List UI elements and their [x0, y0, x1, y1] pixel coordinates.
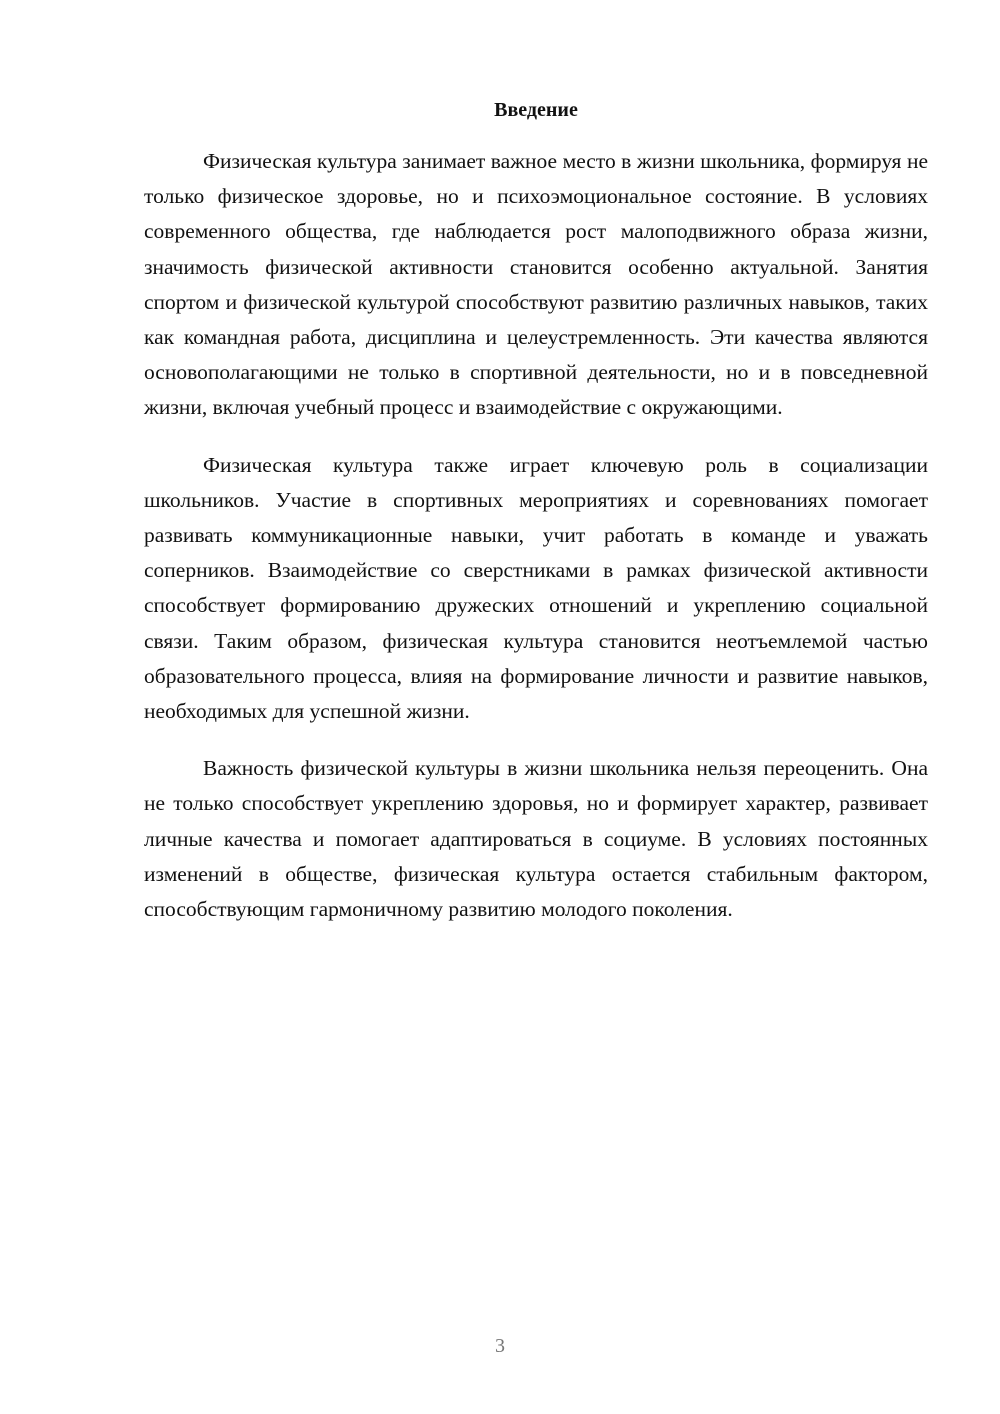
- paragraph-3: Важность физической культуры в жизни школьника нельзя переоценить. Она не только способствует укреплению здоровья, но и формирует характер, развивает личные качества и помогает адаптироваться в социуме. В условиях постоянных изменений в обществе, физическая культура остается стабильным фактором, способствующим гармоничному развитию молодого поколения.: [144, 756, 928, 922]
- paragraph-2: Физическая культура также играет ключевую роль в социализации школьников. Участие в спортивных мероприятиях и соревнованиях помогает развивать коммуникационные навыки, учит работать в команде и уважать соперников. Взаимодействие со сверстниками в рамках физической активности способствует формированию дружеских отношений и укреплению социальной связи. Таким образом, физическая культура становится неотъемлемой частью образовательного процесса, влияя на формирование личности и развитие навыков, необходимых для успешной жизни.: [144, 452, 928, 724]
- section-title: Введение: [494, 99, 578, 121]
- page-number: 3: [495, 1335, 505, 1357]
- page-content: [144, 96, 928, 949]
- paragraph-1: Физическая культура занимает важное место в жизни школьника, формируя не только физическое здоровье, но и психоэмоциональное состояние. В условиях современного общества, где наблюдается рост малоподвижного образа жизни, значимость физической активности становится особенно актуальной. Занятия спортом и физической культурой способствуют развитию различных навыков, таких как командная работа, дисциплина и целеустремленность. Эти качества являются основополагающими не только в спортивной деятельности, но и в повседневной жизни, включая учебный процесс и взаимодействие с окружающими.: [144, 149, 928, 420]
